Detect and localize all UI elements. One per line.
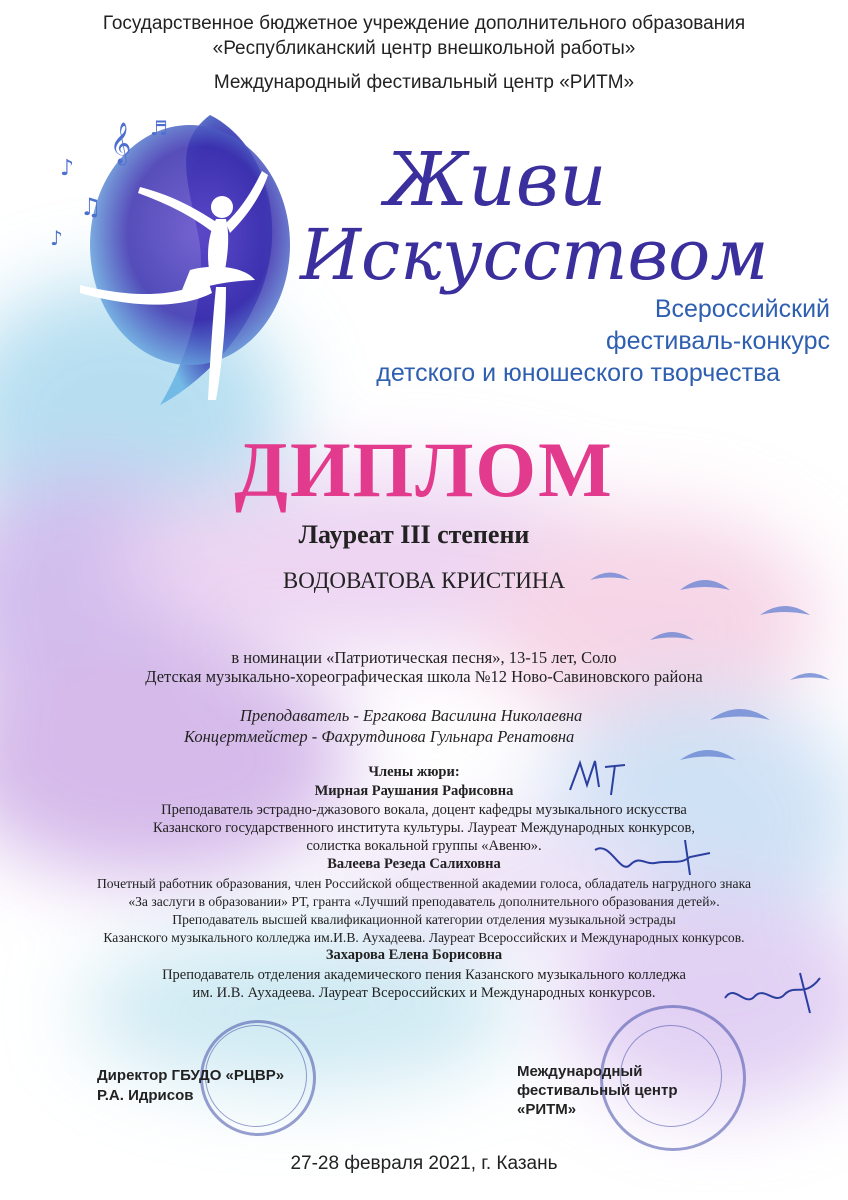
signature-icon [565,755,645,800]
logo-script-line-1: Живи [385,137,607,223]
jury-member-line: Казанского государственного института культуры. Лауреат Международных конкурсов, [152,820,696,836]
festival-line-2: фестиваль-конкурс [606,327,830,355]
award-level: Лауреат III степени [298,520,530,549]
jury-member-name: Захарова Елена Борисовна [325,947,503,963]
jury-member-line: Казанского музыкального колледжа им.И.В. Аухадеева. Лауреат Всероссийских и Международных конкурсов. [103,930,745,945]
jury-member-line: Преподаватель высшей квалификационной категории отделения музыкальной эстрады [172,912,676,927]
jury-heading: Члены жюри: [368,764,460,780]
jury-member-name: Мирная Раушания Рафисовна [314,783,514,799]
accompanist: Концертмейстер - Фахрутдинова Гульнара Ренатовна [184,727,575,746]
footer-date-place: 27-28 февраля 2021, г. Казань [290,1153,558,1174]
jury-member-name: Валеева Резеда Салиховна [327,856,501,872]
center-line-3: «РИТМ» [517,1101,577,1118]
svg-text:♪: ♪ [50,226,63,250]
director-name: Р.А. Идрисов [97,1087,194,1104]
logo-script-line-2: Искусством [300,214,769,296]
jury-member-line: Почетный работник образования, член Российской общественной академии голоса, обладатель нагрудного знака [96,876,752,891]
teacher: Преподаватель - Ергакова Василина Николаевна [240,706,583,725]
jury-member-line: Преподаватель эстрадно-джазового вокала, доцент кафедры музыкального искусства [161,802,687,818]
signature-icon [720,968,830,1018]
center-line-1: Международный [517,1063,643,1080]
header-line-3: Международный фестивальный центр «РИТМ» [213,72,635,93]
signature-icon [590,835,720,885]
recipient-name: ВОДОВАТОВА КРИСТИНА [282,568,566,593]
svg-text:𝄞: 𝄞 [110,123,132,164]
jury-member-line: «За заслуги в образовании» РТ, гранта «Лучший преподаватель дополнительного образования детей». [128,894,720,909]
header-line-2: «Республиканский центр внешкольной работы» [212,38,636,59]
ballerina-logo-icon [40,95,300,415]
jury-member-line: Преподаватель отделения академического пения Казанского музыкального колледжа [162,967,686,983]
jury-member-line: им. И.В. Аухадеева. Лауреат Всероссийских и Международных конкурсов. [192,985,656,1001]
director-title: Директор ГБУДО «РЦВР» [97,1067,285,1084]
svg-text:♬: ♬ [150,116,168,140]
diploma-title: ДИПЛОМ [234,426,614,513]
header-line-1: Государственное бюджетное учреждение дополнительного образования [102,13,746,34]
festival-line-3: детского и юношеского творчества [376,359,780,387]
festival-line-1: Всероссийский [654,295,830,323]
svg-text:♪: ♪ [60,156,75,181]
center-line-2: фестивальный центр [517,1082,678,1099]
svg-text:♫: ♫ [80,193,102,221]
school: Детская музыкально-хореографическая школа №12 Ново-Савиновского района [145,667,703,686]
nomination: в номинации «Патриотическая песня», 13-15 лет, Соло [231,648,617,667]
jury-member-line: солистка вокальной группы «Авеню». [306,838,542,854]
